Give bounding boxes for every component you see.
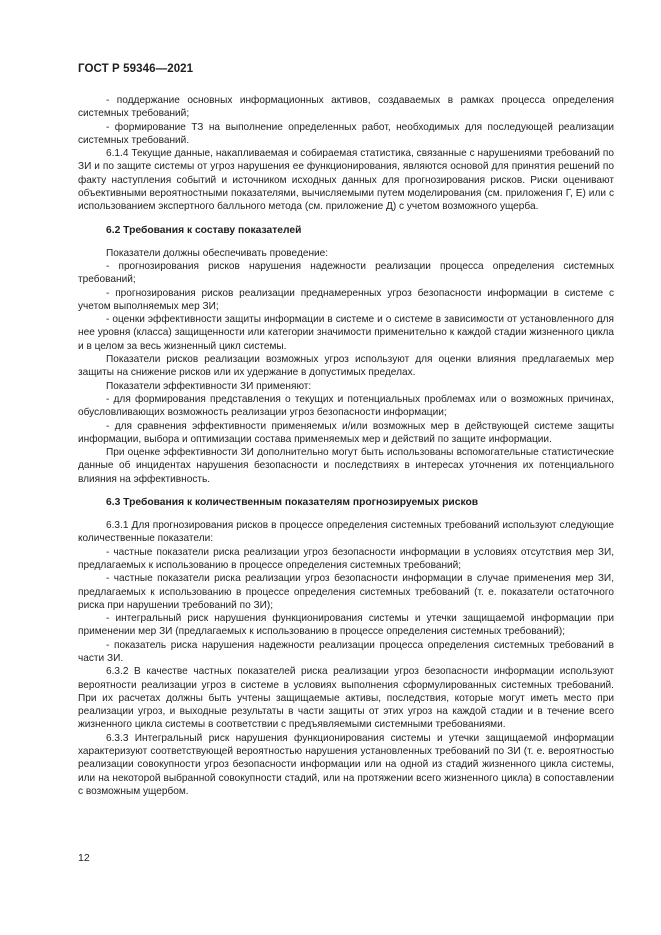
paragraph: - для формирования представления о текущих и потенциальных проблемах или о возможных причинах, обусловливающих возможность реализации угроз безопасности информации; xyxy=(78,393,614,419)
paragraph: При оценке эффективности ЗИ дополнительно могут быть использованы вспомогательные статистические данные об инцидентах нарушения безопасности и последствиях в интересах уточнения их потенциального влияния на эффективность. xyxy=(78,447,614,485)
paragraph: Показатели эффективности ЗИ применяют: xyxy=(106,380,312,392)
standard-header: ГОСТ Р 59346—2021 xyxy=(78,63,194,75)
paragraph: - оценки эффективности защиты информации в системе и о системе в зависимости от установленного для нее уровня (класса) защищенности или категории значимости применительно к каждой стадии жизненного цикла и в целом за весь жизненный цикл системы. xyxy=(78,314,614,352)
paragraph: - прогнозирования рисков нарушения надежности реализации процесса определения системных требований; xyxy=(78,260,614,286)
paragraph: 6.3.2 В качестве частных показателей риска реализации угроз безопасности информации используют вероятности реализации угроз в системе в условиях выполнения сформулированных системных требований. При их расчетах должны быть учтены защищаемые активы, последствия, которые могут иметь место при реализации угроз, и выходные результаты в части защиты от этих угроз на каждой стадии и в течение всего жизненного цикла системы в соответствии с предъявляемыми системными требованиями. xyxy=(78,666,614,731)
section-heading: 6.3 Требования к количественным показателям прогнозируемых рисков xyxy=(106,497,479,509)
paragraph: - частные показатели риска реализации угроз безопасности информации в условиях отсутствия мер ЗИ, предлагаемых к использованию в процессе определения системных требований; xyxy=(78,546,614,571)
paragraph: - поддержание основных информационных активов, создаваемых в рамках процесса определения системных требований; xyxy=(78,95,614,120)
paragraph: Показатели должны обеспечивать проведение: xyxy=(106,247,329,259)
paragraph: - интегральный риск нарушения функционирования системы и утечки защищаемой информации при применении мер ЗИ (предлагаемых к использованию в процессе определения системных требований); xyxy=(78,613,614,638)
paragraph: - формирование ТЗ на выполнение определенных работ, необходимых для последующей реализации системных требований. xyxy=(78,121,614,146)
paragraph: Показатели рисков реализации возможных угроз используют для оценки влияния предлагаемых мер защиты на снижение рисков или их удержание в допустимых пределах. xyxy=(78,354,614,379)
paragraph: - для сравнения эффективности применяемых и/или возможных мер в действующей системе защиты информации, выбора и оптимизации состава применяемых мер и действий по защите информации. xyxy=(78,420,614,445)
document-body xyxy=(78,94,614,798)
paragraph: - частные показатели риска реализации угроз безопасности информации в случае применения мер ЗИ, предлагаемых к использованию в процессе определения системных требований (т. е. показатели остаточного риска при нарушении требований по ЗИ); xyxy=(78,573,614,611)
paragraph: - показатель риска нарушения надежности реализации процесса определения системных требований в части ЗИ. xyxy=(78,639,614,664)
paragraph: 6.3.3 Интегральный риск нарушения функционирования системы и утечки защищаемой информации характеризуют соответствующей вероятностью нарушения установленных требований по ЗИ (т. е. вероятностью реализации совокупности угроз безопасности информации или на одной из стадий жизненного цикла системы, или на некоторой выбранной совокупности стадий, или на протяжении всего жизненного цикла) в сопоставлении с возможным ущербом. xyxy=(78,732,614,797)
page-number: 12 xyxy=(78,852,90,864)
section-heading: 6.2 Требования к составу показателей xyxy=(106,224,302,236)
paragraph: 6.3.1 Для прогнозирования рисков в процессе определения системных требований используют следующие количественные показатели: xyxy=(78,520,614,545)
paragraph: 6.1.4 Текущие данные, накапливаемая и собираемая статистика, связанные с нарушениями требований по ЗИ и по защите системы от угроз нарушения ее функционирования, являются основой для принятия решений по факту наступления событий и источником исходных данных для прогнозирования рисков. Риски оценивают объективными вероятностными показателями, вычисляемыми путем моделирования (см. приложения Г, Е) или с использованием экспертного балльного метода (см. приложение Д) с учетом возможного ущерба. xyxy=(78,148,614,213)
paragraph: - прогнозирования рисков реализации преднамеренных угроз безопасности информации в системе с учетом выполняемых мер ЗИ; xyxy=(78,287,614,312)
